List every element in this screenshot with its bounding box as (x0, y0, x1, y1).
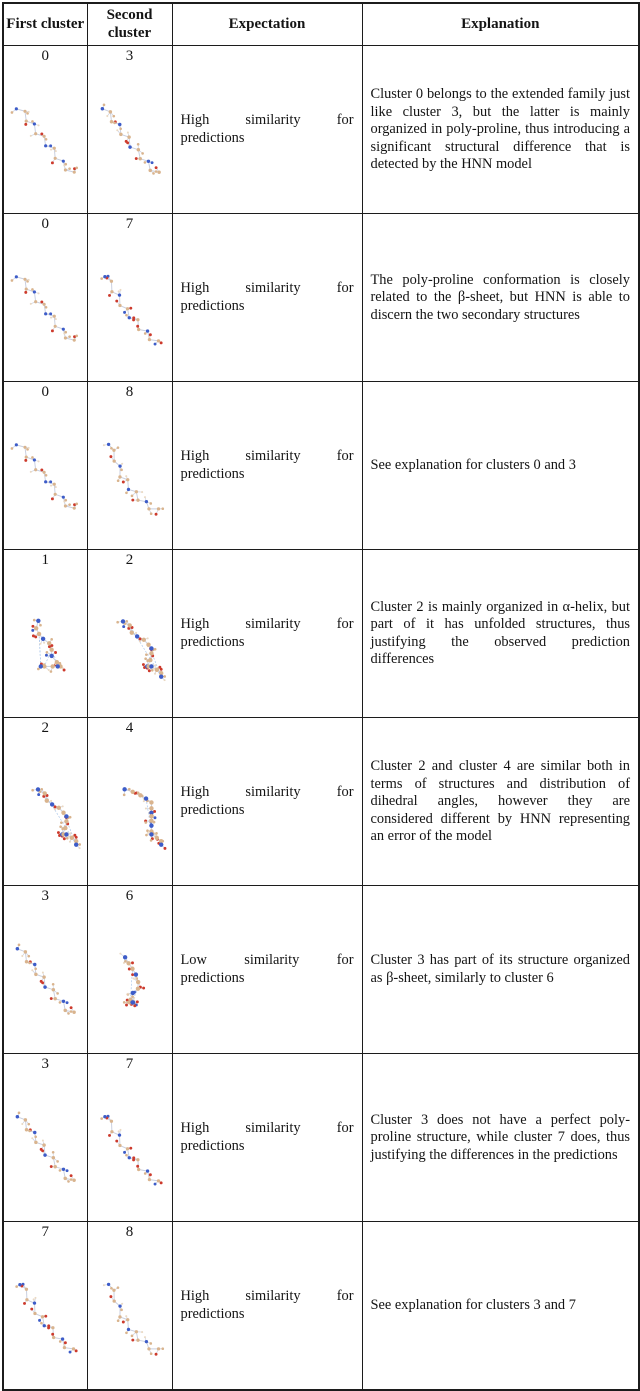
cluster-number: 8 (88, 384, 172, 401)
table-row (3, 214, 639, 382)
molecule-image (6, 737, 84, 885)
second-cluster-cell (87, 46, 172, 214)
molecule-image (91, 401, 169, 549)
header-row (3, 3, 639, 46)
expectation-cell: High similarity for predictions (172, 1222, 362, 1391)
header-explanation: Explanation (362, 3, 639, 46)
second-cluster-cell (87, 1054, 172, 1222)
first-cluster-cell (3, 550, 87, 718)
explanation-cell: See explanation for clusters 3 and 7 (362, 1222, 639, 1391)
molecule-image (6, 1241, 84, 1389)
explanation-cell: Cluster 3 has part of its structure organized as β-sheet, similarly to cluster 6 (362, 886, 639, 1054)
table-row (3, 46, 639, 214)
second-cluster-cell (87, 886, 172, 1054)
molecule-image (91, 737, 169, 885)
cluster-number: 2 (4, 720, 87, 737)
cluster-number: 6 (88, 888, 172, 905)
cluster-number: 0 (4, 48, 87, 65)
expectation-cell: High similarity for predictions (172, 46, 362, 214)
cluster-number: 1 (4, 552, 87, 569)
explanation-cell: Cluster 0 belongs to the extended family just like cluster 3, but the latter is mainly organized in poly-proline, thus introducing a significant structural difference that is detected by the HNN model (362, 46, 639, 214)
first-cluster-cell (3, 214, 87, 382)
cluster-comparison-table (2, 2, 640, 1391)
second-cluster-cell (87, 718, 172, 886)
second-cluster-cell (87, 1222, 172, 1391)
second-cluster-cell (87, 382, 172, 550)
molecule-image (91, 65, 169, 213)
first-cluster-cell (3, 718, 87, 886)
expectation-cell: High similarity for predictions (172, 1054, 362, 1222)
cluster-number: 0 (4, 384, 87, 401)
expectation-cell: Low similarity for predictions (172, 886, 362, 1054)
molecule-image (91, 905, 169, 1053)
expectation-cell: High similarity for predictions (172, 550, 362, 718)
second-cluster-cell (87, 214, 172, 382)
first-cluster-cell (3, 382, 87, 550)
header-first-cluster: First cluster (3, 3, 87, 46)
table-row (3, 1222, 639, 1391)
explanation-cell: Cluster 2 is mainly organized in α-helix, but part of it has unfolded structures, thus justifying the observed prediction differences (362, 550, 639, 718)
expectation-cell: High similarity for predictions (172, 214, 362, 382)
table-row (3, 550, 639, 718)
first-cluster-cell (3, 1222, 87, 1391)
table-header (3, 3, 639, 46)
cluster-number: 8 (88, 1224, 172, 1241)
molecule-image (6, 905, 84, 1053)
cluster-number: 0 (4, 216, 87, 233)
table-row (3, 1054, 639, 1222)
cluster-number: 7 (88, 1056, 172, 1073)
table-row (3, 718, 639, 886)
header-second-cluster: Second cluster (87, 3, 172, 46)
cluster-number: 7 (88, 216, 172, 233)
explanation-cell: The poly-proline conformation is closely related to the β-sheet, but HNN is able to discern the two secondary structures (362, 214, 639, 382)
expectation-cell: High similarity for predictions (172, 382, 362, 550)
second-cluster-cell (87, 550, 172, 718)
molecule-image (6, 569, 84, 717)
cluster-number: 4 (88, 720, 172, 737)
molecule-image (6, 65, 84, 213)
first-cluster-cell (3, 46, 87, 214)
expectation-cell: High similarity for predictions (172, 718, 362, 886)
cluster-number: 3 (88, 48, 172, 65)
header-expectation: Expectation (172, 3, 362, 46)
cluster-number: 2 (88, 552, 172, 569)
molecule-image (6, 401, 84, 549)
molecule-image (91, 569, 169, 717)
cluster-number: 7 (4, 1224, 87, 1241)
table-row (3, 886, 639, 1054)
explanation-cell: Cluster 3 does not have a perfect poly-proline structure, while cluster 7 does, thus justifying the differences in the predictions (362, 1054, 639, 1222)
molecule-image (91, 1073, 169, 1221)
molecule-image (6, 1073, 84, 1221)
cluster-number: 3 (4, 888, 87, 905)
first-cluster-cell (3, 1054, 87, 1222)
explanation-cell: Cluster 2 and cluster 4 are similar both in terms of structures and distribution of dihedral angles, however they are considered different by HNN representing an error of the model (362, 718, 639, 886)
cluster-number: 3 (4, 1056, 87, 1073)
molecule-image (91, 1241, 169, 1389)
explanation-cell: See explanation for clusters 0 and 3 (362, 382, 639, 550)
first-cluster-cell (3, 886, 87, 1054)
molecule-image (91, 233, 169, 381)
table-row (3, 382, 639, 550)
molecule-image (6, 233, 84, 381)
